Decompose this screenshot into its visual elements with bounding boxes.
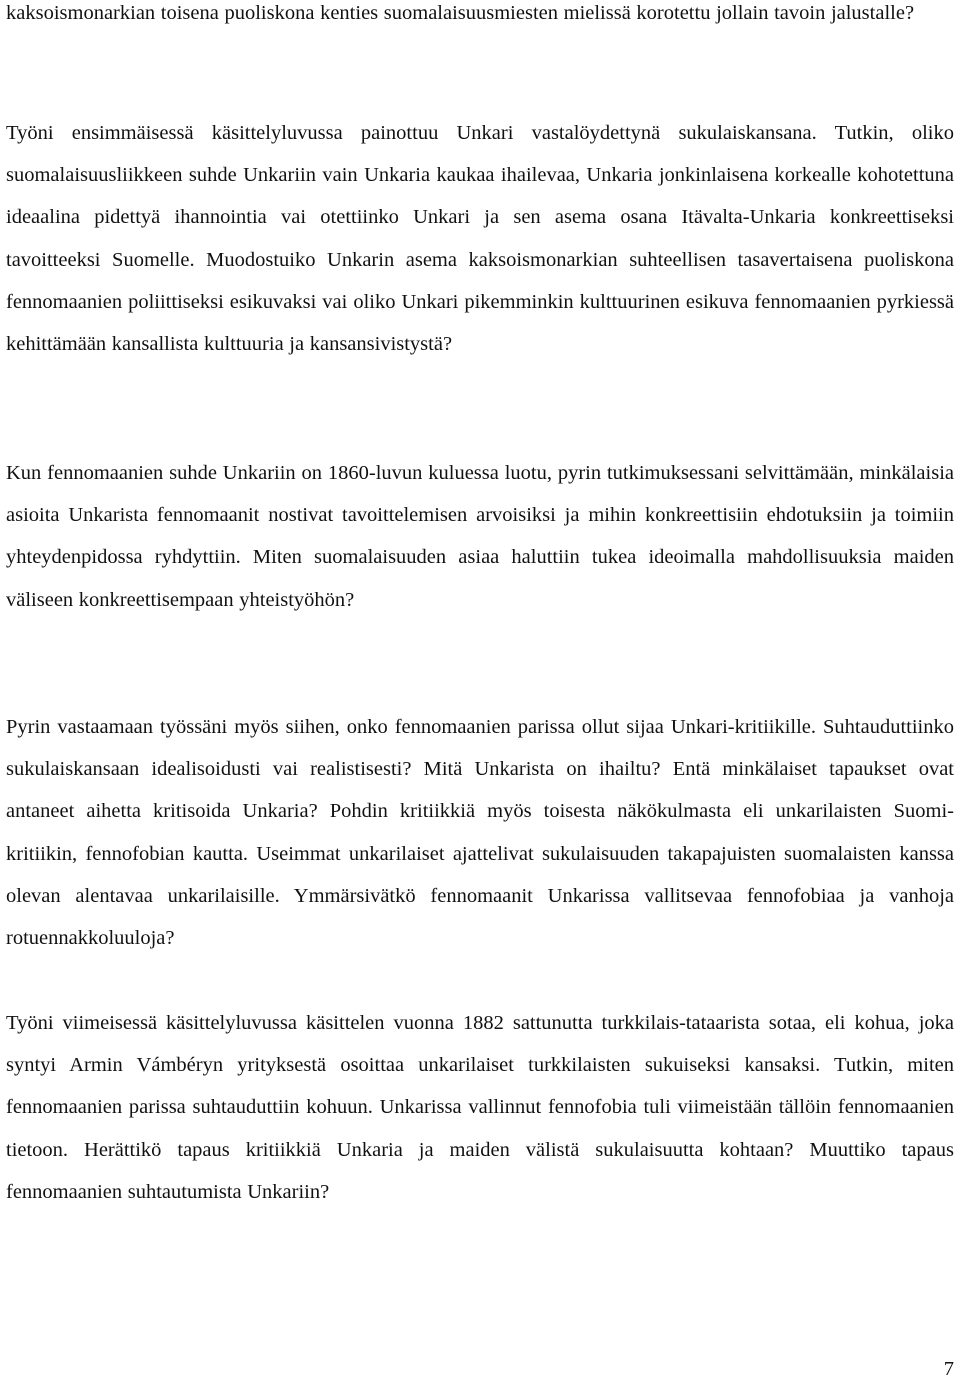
paragraph-5: Työni viimeisessä käsittelyluvussa käsittelen vuonna 1882 sattunutta turkkilais-tataarista sotaa, eli kohua, joka syntyi Armin Vámbéryn yrityksestä osoittaa unkarilaiset turkkilaisten sukuiseksi kansaksi. Tutkin, miten fennomaanien parissa suhtauduttiin kohuun. Unkarissa vallinnut fennofobia tuli viimeistään tällöin fennomaanien tietoon. Herättikö tapaus kritiikkiä Unkaria ja maiden välistä sukulaisuutta kohtaan? Muuttiko tapaus fennomaanien suhtautumista Unkariin?	[6, 1012, 954, 1203]
paragraph-4: Pyrin vastaamaan työssäni myös siihen, onko fennomaanien parissa ollut sijaa Unkari-kritiikille. Suhtauduttiinko sukulaiskansaan idealisoidusti vai realistisesti? Mitä Unkarista on ihailtu? Entä minkälaiset tapaukset ovat antaneet aihetta kritisoida Unkaria? Pohdin kritiikkiä myös toisesta näkökulmasta eli unkarilaisten Suomi-kritiikin, fennofobian kautta. Useimmat unkarilaiset ajattelivat sukulaisuuden takapajuisten suomalaisten kanssa olevan alentavaa unkarilaisille. Ymmärsivätkö fennomaanit Unkarissa vallitsevaa fennofobiaa ja vanhoja rotuennakkoluuloja?	[6, 716, 954, 950]
page-number: 7	[943, 1358, 954, 1380]
paragraph-3: Kun fennomaanien suhde Unkariin on 1860-luvun kuluessa luotu, pyrin tutkimuksessani selvittämään, minkälaisia asioita Unkarista fennomaanit nostivat tavoittelemisen arvoisiksi ja mihin konkreettisiin ehdotuksiin ja toimiin yhteydenpidossa ryhdyttiin. Miten suomalaisuuden asiaa haluttiin tukea ideoimalla mahdollisuuksia maiden väliseen konkreettisempaan yhteistyöhön?	[6, 462, 954, 611]
paragraph-1: kaksoismonarkian toisena puoliskona kenties suomalaisuusmiesten mielissä korotettu jollain tavoin jalustalle?	[6, 2, 915, 24]
paragraph-2: Työni ensimmäisessä käsittelyluvussa painottuu Unkari vastalöydettynä sukulaiskansana. Tutkin, oliko suomalaisuusliikkeen suhde Unkariin vain Unkaria kaukaa ihailevaa, Unkaria jonkinlaisena korkealle kohotettuna ideaalina pidettyä ihannointia vai otettiinko Unkari ja sen asema osana Itävalta-Unkaria konkreettiseksi tavoitteeksi Suomelle. Muodostuiko Unkarin asema kaksoismonarkian suhteellisen tasavertaisena puoliskona fennomaanien poliittiseksi esikuvaksi vai oliko Unkari pikemminkin kulttuurinen esikuva fennomaanien pyrkiessä kehittämään kansallista kulttuuria ja kansansivistystä?	[6, 122, 954, 356]
